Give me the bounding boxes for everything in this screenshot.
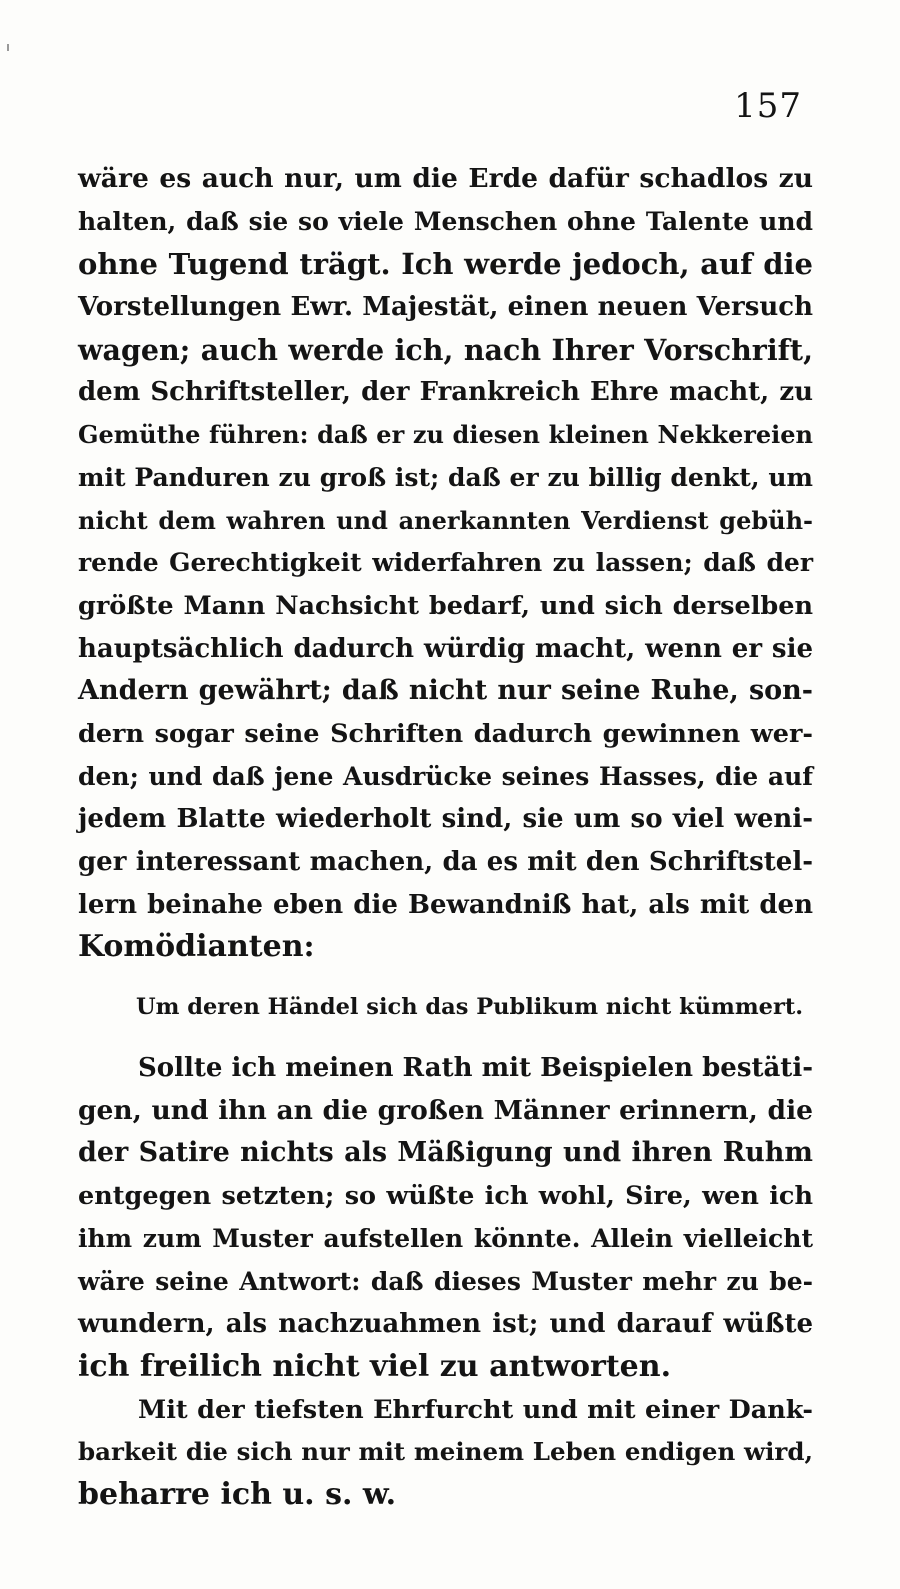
text-line: mit Panduren zu groß ist; daß er zu billig denkt, um [78, 462, 813, 492]
text-line: Komödianten: [78, 929, 315, 965]
text-line: Andern gewährt; daß nicht nur seine Ruhe, son- [78, 675, 813, 707]
text-line: lern beinahe eben die Bewandniß hat, als mit den [78, 889, 813, 920]
text-line: wagen; auch werde ich, nach Ihrer Vorschrift, [78, 332, 813, 367]
text-line: ich freilich nicht viel zu antworten. [78, 1348, 672, 1384]
page-number: 157 [734, 86, 802, 126]
text-line: beharre ich u. s. w. [78, 1476, 397, 1512]
paragraph-1 [78, 158, 813, 969]
text-line: halten, daß sie so viele Menschen ohne Talente und [78, 206, 813, 236]
text-line: jedem Blatte wiederholt sind, sie um so viel weni- [78, 804, 813, 835]
text-line: nicht dem wahren und anerkannten Verdienst gebüh- [78, 505, 813, 535]
text-line: wäre seine Antwort: daß dieses Muster mehr zu be- [78, 1266, 813, 1296]
text-line: größte Mann Nachsicht bedarf, und sich derselben [78, 590, 813, 621]
text-line: Sollte ich meinen Rath mit Beispielen bestäti- [138, 1053, 813, 1084]
paragraph-2 [78, 1047, 813, 1389]
text-line: Mit der tiefsten Ehrfurcht und mit einer Dank- [138, 1394, 813, 1425]
text-line: dem Schriftsteller, der Frankreich Ehre macht, zu [78, 377, 813, 408]
text-line: barkeit die sich nur mit meinem Leben endigen wird, [78, 1437, 813, 1467]
text-line: Vorstellungen Ewr. Majestät, einen neuen Versuch [78, 292, 813, 323]
text-line: dern sogar seine Schriften dadurch gewinnen wer- [78, 718, 813, 749]
text-line: wundern, als nachzuahmen ist; und darauf wüßte [78, 1309, 813, 1340]
text-line: rende Gerechtigkeit widerfahren zu lassen; daß der [78, 548, 813, 578]
text-line: gen, und ihn an die großen Männer erinnern, die [78, 1094, 813, 1126]
text-line: Gemüthe führen: daß er zu diesen kleinen Nekkereien [78, 420, 813, 450]
text-line: ohne Tugend trägt. Ich werde jedoch, auf die [78, 247, 813, 282]
text-line: entgegen setzten; so wüßte ich wohl, Sire, wen ich [78, 1181, 813, 1212]
text-line: hauptsächlich dadurch würdig macht, wenn er sie [78, 633, 813, 664]
scan-speck [7, 44, 9, 51]
verse-quote: Um deren Händel sich das Publikum nicht kümmert. [136, 994, 804, 1021]
text-line: ihm zum Muster aufstellen könnte. Allein vielleicht [78, 1223, 813, 1253]
body-text [78, 158, 813, 1517]
text-line: den; und daß jene Ausdrücke seines Hasses, die auf [78, 761, 813, 791]
paragraph-3 [78, 1389, 813, 1517]
text-line: der Satire nichts als Mäßigung und ihren Ruhm [78, 1137, 813, 1169]
text-line: ger interessant machen, da es mit den Schriftstel- [78, 847, 813, 877]
text-line: wäre es auch nur, um die Erde dafür schadlos zu [78, 163, 813, 194]
